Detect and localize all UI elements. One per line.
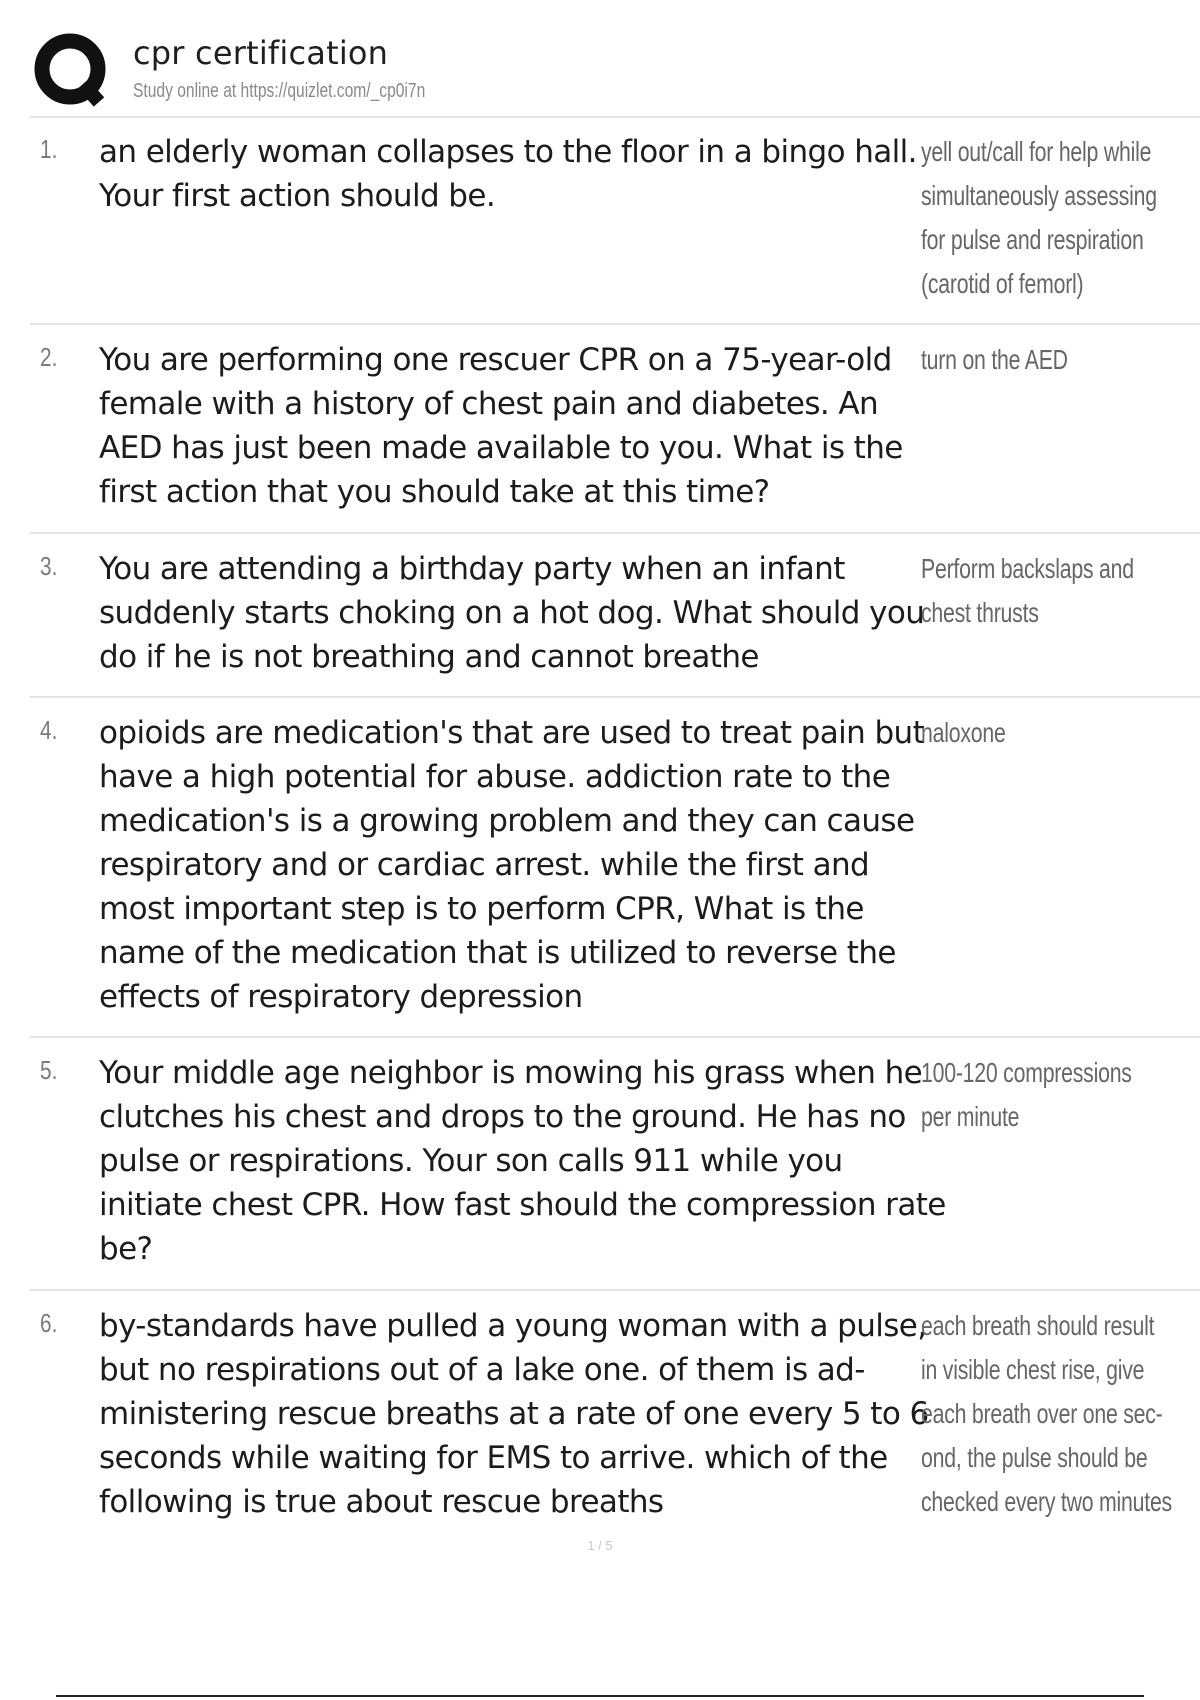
card-divider — [30, 696, 1200, 698]
flashcard-row — [30, 338, 1200, 508]
card-term: by-standards have pulled a young woman with a pulse, but no respirations out of a lake one. of them is ad-ministering rescue breaths at a rate of one every 5 to 6 seconds while waiting for EMS to arrive. which of the following is true about rescue breaths — [99, 1308, 929, 1520]
card-divider — [30, 1036, 1200, 1038]
card-divider — [30, 532, 1200, 534]
card-definition: naloxone — [921, 717, 1006, 748]
page-title: cpr certification — [133, 34, 389, 72]
card-term: You are performing one rescuer CPR on a 75-year-old female with a history of chest pain and diabetes. An AED has just been made available to you. What is the first action that you should take at this time? — [99, 342, 903, 510]
flashcard-row — [30, 711, 1200, 1015]
flashcard-row — [30, 1304, 1200, 1524]
page-bottom-rule — [56, 1695, 1144, 1697]
card-term: an elderly woman collapses to the floor in a bingo hall. Your first action should be. — [99, 134, 917, 214]
card-number: 1. — [40, 134, 58, 164]
card-number: 2. — [40, 342, 58, 372]
card-number: 4. — [40, 715, 58, 745]
card-term: opioids are medication's that are used to treat pain but have a high potential for abuse. addiction rate to the medication's is a growing problem and they can cause respiratory and or cardiac arrest. while the first and most important step is to perform CPR, What is the name of the medication that is utilized to reverse the effects of respiratory depression — [99, 715, 925, 1015]
study-online-link[interactable]: Study online at https://quizlet.com/_cp0i7n — [133, 80, 426, 102]
flashcard-row — [30, 1051, 1200, 1267]
card-number: 6. — [40, 1308, 58, 1338]
card-number: 5. — [40, 1055, 58, 1085]
card-definition: 100-120 compressions per minute — [921, 1057, 1132, 1132]
card-divider — [30, 1289, 1200, 1291]
card-definition: yell out/call for help while simultaneously assessing for pulse and respiration (carotid of femorl) — [921, 136, 1157, 299]
card-definition: each breath should result in visible chest rise, give each breath over one sec-ond, the pulse should be checked every two minutes — [921, 1310, 1172, 1517]
flashcard-row — [30, 130, 1200, 300]
card-number: 3. — [40, 551, 58, 581]
page-indicator: 1 / 5 — [587, 1538, 613, 1553]
card-term: Your middle age neighbor is mowing his grass when he clutches his chest and drops to the ground. He has no pulse or respirations. Your son calls 911 while you initiate chest CPR. How fast should the compression rate be? — [99, 1055, 946, 1267]
card-definition: turn on the AED — [921, 344, 1068, 375]
flashcard-row — [30, 547, 1200, 677]
card-divider — [30, 323, 1200, 325]
card-term: You are attending a birthday party when an infant suddenly starts choking on a hot dog. What should you do if he is not breathing and cannot breathe — [99, 551, 925, 675]
card-definition: Perform backslaps and chest thrusts — [921, 553, 1134, 628]
